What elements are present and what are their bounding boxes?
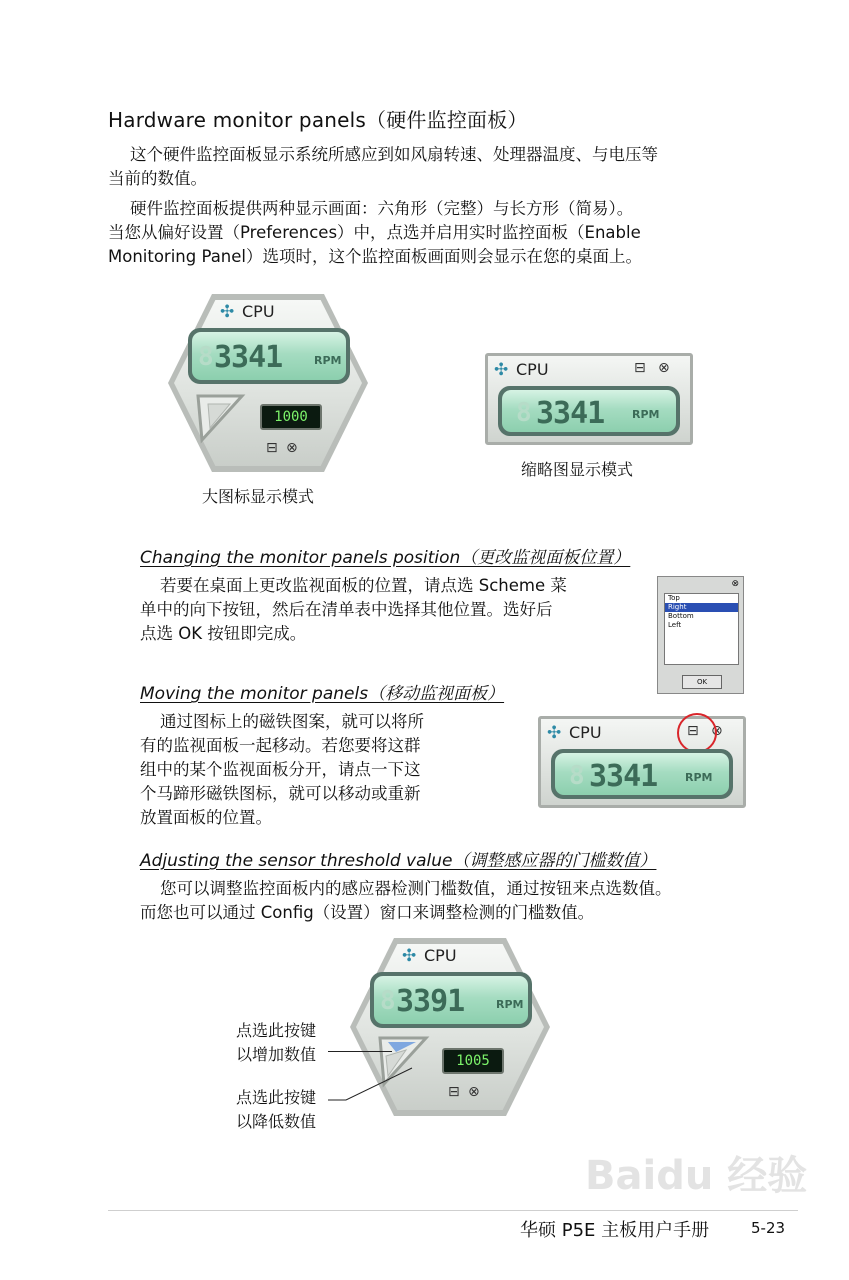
rpm-value: 3341 — [214, 340, 283, 375]
threshold-button-icons[interactable] — [194, 392, 246, 444]
close-icon[interactable]: ⊗ — [658, 360, 670, 376]
section-title-move: Moving the monitor panels（移动监视面板） — [140, 684, 505, 704]
rpm-display: 8 3341 RPM — [498, 386, 680, 436]
panel-title: CPU — [569, 723, 602, 742]
label-increase: 点选此按键 — [236, 1021, 317, 1040]
large-monitor-panel[interactable] — [168, 294, 368, 472]
magnet-icon[interactable]: ⊟ — [687, 723, 699, 739]
label-decrease: 点选此按键 — [236, 1088, 317, 1107]
rpm-display: 8 3341 RPM — [188, 328, 350, 384]
fan-icon: ✣ — [402, 946, 417, 966]
panel-title: CPU — [424, 946, 457, 965]
section-text: 而您也可以通过 Config（设置）窗口来调整检测的门槛数值。 — [140, 903, 595, 922]
caption-large: 大图标显示模式 — [202, 487, 315, 506]
move-monitor-panel[interactable] — [538, 716, 746, 808]
label-increase: 以增加数值 — [236, 1045, 317, 1064]
leader-line — [326, 1064, 416, 1104]
intro-line: 这个硬件监控面板显示系统所感应到如风扇转速、处理器温度、与电压等 — [130, 145, 658, 164]
magnet-icon[interactable]: ⊟ — [448, 1084, 460, 1100]
close-icon[interactable]: ⊗ — [286, 440, 298, 456]
intro-line: 当您从偏好设置（Preferences）中，点选并启用实时监控面板（Enable — [108, 223, 641, 242]
scheme-item-top[interactable]: Top — [668, 594, 680, 602]
close-icon[interactable]: ⊗ — [731, 579, 739, 589]
rpm-unit: RPM — [632, 408, 660, 421]
rpm-display: 8 3341 RPM — [551, 749, 733, 799]
triangle-up-button-icon — [198, 396, 242, 440]
footer-title: 华硕 P5E 主板用户手册 — [520, 1220, 710, 1241]
threshold-display: 1005 — [442, 1048, 504, 1074]
watermark: Baidu 经验 — [585, 1153, 808, 1199]
intro-line: 硬件监控面板提供两种显示画面：六角形（完整）与长方形（简易）。 — [130, 199, 634, 218]
threshold-display: 1000 — [260, 404, 322, 430]
close-icon[interactable]: ⊗ — [468, 1084, 480, 1100]
highlight-circle — [677, 713, 717, 753]
intro-line: Monitoring Panel）选项时，这个监控面板画面则会显示在您的桌面上。 — [108, 247, 642, 266]
scheme-list[interactable] — [664, 593, 739, 665]
rpm-unit: RPM — [496, 998, 524, 1011]
scheme-item-right[interactable]: Right — [665, 603, 738, 612]
close-icon[interactable]: ⊗ — [711, 723, 723, 739]
panel-title: CPU — [242, 302, 275, 321]
section-text: 点选 OK 按钮即完成。 — [140, 624, 307, 643]
compact-monitor-panel[interactable] — [485, 353, 693, 445]
fan-icon: ✣ — [494, 360, 509, 380]
rpm-value: 3391 — [396, 984, 465, 1019]
section-title-position: Changing the monitor panels position（更改监视面板位置） — [140, 548, 631, 568]
rpm-display: 8 3391 RPM — [370, 972, 532, 1028]
section-text: 个马蹄形磁铁图标，就可以移动或重新 — [140, 784, 421, 803]
page-number: 5-23 — [751, 1219, 786, 1237]
magnet-icon[interactable]: ⊟ — [266, 440, 278, 456]
rpm-unit: RPM — [314, 354, 342, 367]
fan-icon: ✣ — [547, 723, 562, 743]
magnet-icon[interactable]: ⊟ — [634, 360, 646, 376]
ok-button[interactable]: OK — [682, 675, 722, 689]
rpm-unit: RPM — [685, 771, 713, 784]
section-text: 若要在桌面上更改监视面板的位置，请点选 Scheme 菜 — [160, 576, 567, 595]
footer-divider — [108, 1210, 798, 1211]
rpm-value: 3341 — [589, 759, 658, 794]
scheme-menu[interactable] — [657, 576, 744, 694]
label-decrease: 以降低数值 — [236, 1112, 317, 1131]
section-text: 有的监视面板一起移动。若您要将这群 — [140, 736, 421, 755]
panel-title: CPU — [516, 360, 549, 379]
section-title-adjust: Adjusting the sensor threshold value（调整感应器的门槛数值） — [140, 851, 657, 871]
rpm-value: 3341 — [536, 396, 605, 431]
caption-compact: 缩略图显示模式 — [521, 460, 634, 479]
section-text: 单中的向下按钮，然后在清单表中选择其他位置。选好后 — [140, 600, 553, 619]
page-heading: Hardware monitor panels（硬件监控面板） — [108, 108, 528, 132]
fan-icon: ✣ — [220, 302, 235, 322]
scheme-item-bottom[interactable]: Bottom — [668, 612, 694, 620]
section-text: 通过图标上的磁铁图案，就可以将所 — [160, 712, 424, 731]
section-text: 您可以调整监控面板内的感应器检测门槛数值，通过按钮来点选数值。 — [160, 879, 672, 898]
intro-line: 当前的数值。 — [108, 169, 207, 188]
leader-line — [328, 1051, 392, 1052]
section-text: 组中的某个监视面板分开，请点一下这 — [140, 760, 421, 779]
scheme-item-left[interactable]: Left — [668, 621, 682, 629]
section-text: 放置面板的位置。 — [140, 808, 272, 827]
